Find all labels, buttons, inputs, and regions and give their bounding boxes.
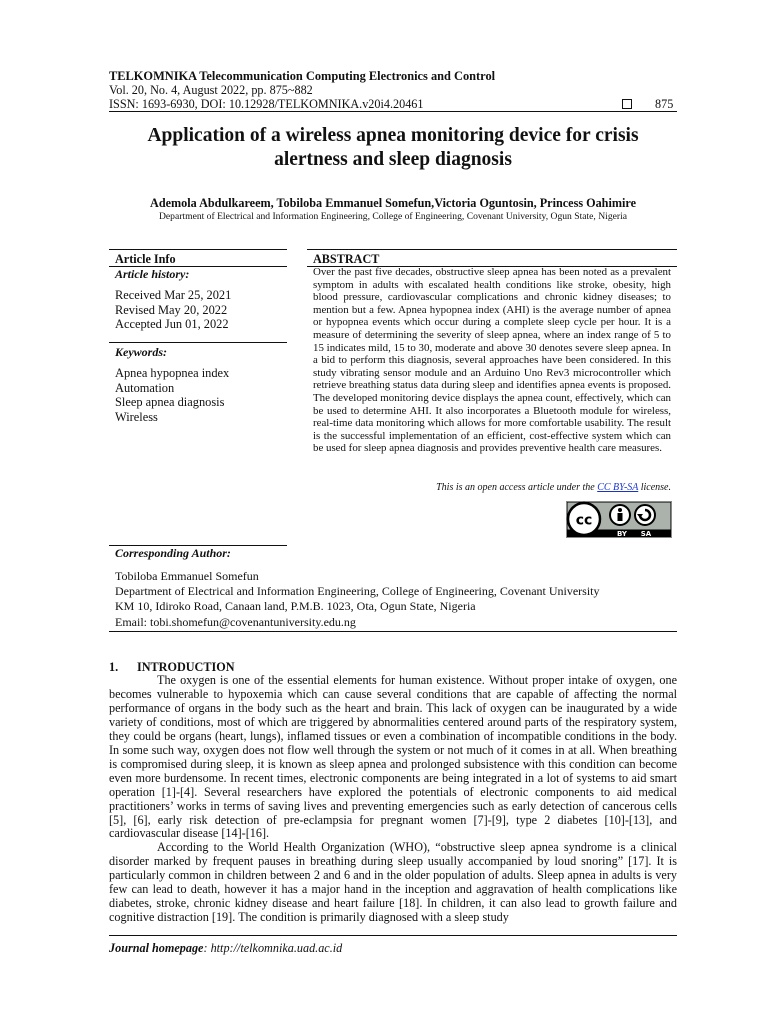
by-mark: BY bbox=[616, 530, 628, 538]
history-revised: Revised May 20, 2022 bbox=[115, 302, 228, 317]
homepage-separator: : bbox=[203, 941, 211, 955]
cc-by-sa-link[interactable]: CC BY-SA bbox=[597, 482, 639, 493]
journal-name: TELKOMNIKA Telecommunication Computing Electronics and Control bbox=[109, 69, 496, 83]
history-accepted: Accepted Jun 01, 2022 bbox=[115, 317, 229, 331]
section-title: INTRODUCTION bbox=[137, 660, 235, 674]
article-info-heading: Article Info bbox=[115, 252, 176, 266]
volume-info: Vol. 20, No. 4, August 2022, pp. 875~882 bbox=[109, 83, 313, 97]
corresponding-email: Email: tobi.shomefun@covenantuniversity.edu.ng bbox=[115, 614, 356, 629]
open-access-note bbox=[313, 482, 671, 493]
paragraph: According to the World Health Organization (WHO), “obstructive sleep apnea syndrome is a clinical disorder marked by frequent pauses in breathing during sleep usually accompanied by loud snoring” [17]. It is particularly common in children between 2 and 6 and in the older population of adults. Sleep apnea in adults is very few can lead to death, however it has a major hand in the inception and aggravation of health complications like diabetes, stroke, chronic kidney disease and heart failure [18]. In children, it can also lead to growth failure and cognitive distraction [19]. The condition is primarily diagnosed with a sleep study bbox=[109, 840, 677, 925]
abstract-text: Over the past five decades, obstructive sleep apnea has been noted as a prevalent symptom in adults with escalated health conditions like stroke, obesity, high blood pressure, cardiovascular complications and chronic kidney diseases; to mention but a few. Apnea hypopnea index (AHI) is the average number of apnea or hypopnea events which occur during a complete sleep cycle per hour. It is a measure of determining the severity of sleep apnea, where an index range of 5 to 15 indicates mild, 15 to 30, moderate and above 30 denotes severe sleep apnea. In a bid to perform this diagnosis, several approaches have been considered. In this study vibrating sensor module and an Arduino Uno Rev3 microcontroller which retrieve breathing status data during sleep and identifies apnea events is proposed. The developed monitoring device displays the apnea count, effectively, which can be used to determine AHI. It also incorporates a Bluetooth module for wireless, real-time data monitoring which allows for more comfortable usability. The result is the successful implementation of an efficient, cost-effective system which can be used for sleep apnea diagnosis and provides preventive health care measures. bbox=[313, 266, 671, 455]
corresponding-dept: Department of Electrical and Information Engineering, College of Engineering, Covenant University bbox=[115, 584, 600, 599]
header-rule bbox=[109, 111, 677, 112]
article-history-label: Article history: bbox=[115, 267, 190, 281]
license-prefix: This is an open access article under the bbox=[436, 482, 598, 493]
history-received: Received Mar 25, 2021 bbox=[115, 288, 232, 302]
cc-mark: cc bbox=[575, 512, 593, 529]
keywords-label: Keywords: bbox=[115, 345, 167, 359]
journal-homepage bbox=[109, 941, 342, 956]
keyword-item: Wireless bbox=[115, 409, 158, 424]
issn-doi: ISSN: 1693-6930, DOI: 10.12928/TELKOMNIKA.v20i4.20461 bbox=[109, 97, 424, 111]
paragraph: The oxygen is one of the essential elements for human existence. Without proper intake of oxygen, one becomes vulnerable to hypoxemia which can cause several conditions that are capable of affecting the normal performance of organs in the body such as the heart and brain. This lack of oxygen can be inaugurated by a wide variety of conditions, most of which are triggered by abnormalities centered around parts of the respiratory system, they could be organs (heart, lungs), inflamed tissues or even a combination of incompatible conditions in the body. In some such way, oxygen does not flow well through the system or not much of it comes in at all. When breathing is compromised during sleep, it is known as sleep apnea and prolonged subsistence with this condition can become even more burdensome. In recent times, electronic components are being integrated in a lot of systems to aid smart operation [1]-[4]. Several researchers have explored the potentials of electronic components to aid medical practitioners’ works in terms of saving lives and preventing emergencies such as early detection of cancerous cells [5], [6], early risk detection of pre-eclampsia for pregnant women [7]-[9], type 2 diabetes [10]-[13], and cardiovascular disease [14]-[16]. bbox=[109, 673, 677, 841]
sa-mark: SA bbox=[640, 530, 652, 538]
front-matter-bottom-rule bbox=[109, 631, 677, 632]
abstract-top-rule bbox=[307, 249, 677, 250]
keyword-item: Sleep apnea diagnosis bbox=[115, 395, 225, 409]
introduction-body bbox=[109, 674, 677, 925]
homepage-url[interactable]: http://telkomnika.uad.ac.id bbox=[210, 941, 343, 955]
cc-by-sa-badge-icon[interactable] bbox=[566, 501, 672, 538]
section-number: 1. bbox=[109, 660, 119, 674]
keyword-item: Apnea hypopnea index bbox=[115, 366, 230, 380]
corresponding-label: Corresponding Author: bbox=[115, 546, 231, 560]
article-history bbox=[115, 288, 231, 332]
author-affiliation: Department of Electrical and Information Engineering, College of Engineering, Covenant University, Ogun State, Nigeria bbox=[159, 211, 627, 222]
license-suffix: license. bbox=[638, 482, 671, 493]
page-number: 875 bbox=[655, 97, 674, 111]
paper-title: Application of a wireless apnea monitoring device for crisis alertness and sleep diagnosis bbox=[147, 125, 639, 170]
corresponding-author-block bbox=[115, 569, 600, 630]
keywords-list bbox=[115, 366, 229, 424]
keywords-rule bbox=[109, 342, 287, 343]
footer-rule bbox=[109, 935, 677, 936]
corresponding-name: Tobiloba Emmanuel Somefun bbox=[115, 569, 259, 583]
homepage-label: Journal homepage bbox=[109, 941, 204, 955]
article-info-top-rule bbox=[109, 249, 287, 250]
abstract-heading: ABSTRACT bbox=[313, 252, 380, 266]
author-list: Ademola Abdulkareem, Tobiloba Emmanuel Somefun,Victoria Oguntosin, Princess Oahimire bbox=[150, 196, 636, 210]
square-icon bbox=[622, 99, 632, 109]
keyword-item: Automation bbox=[115, 380, 175, 395]
corresponding-address: KM 10, Idiroko Road, Canaan land, P.M.B. 1023, Ota, Ogun State, Nigeria bbox=[115, 599, 476, 614]
